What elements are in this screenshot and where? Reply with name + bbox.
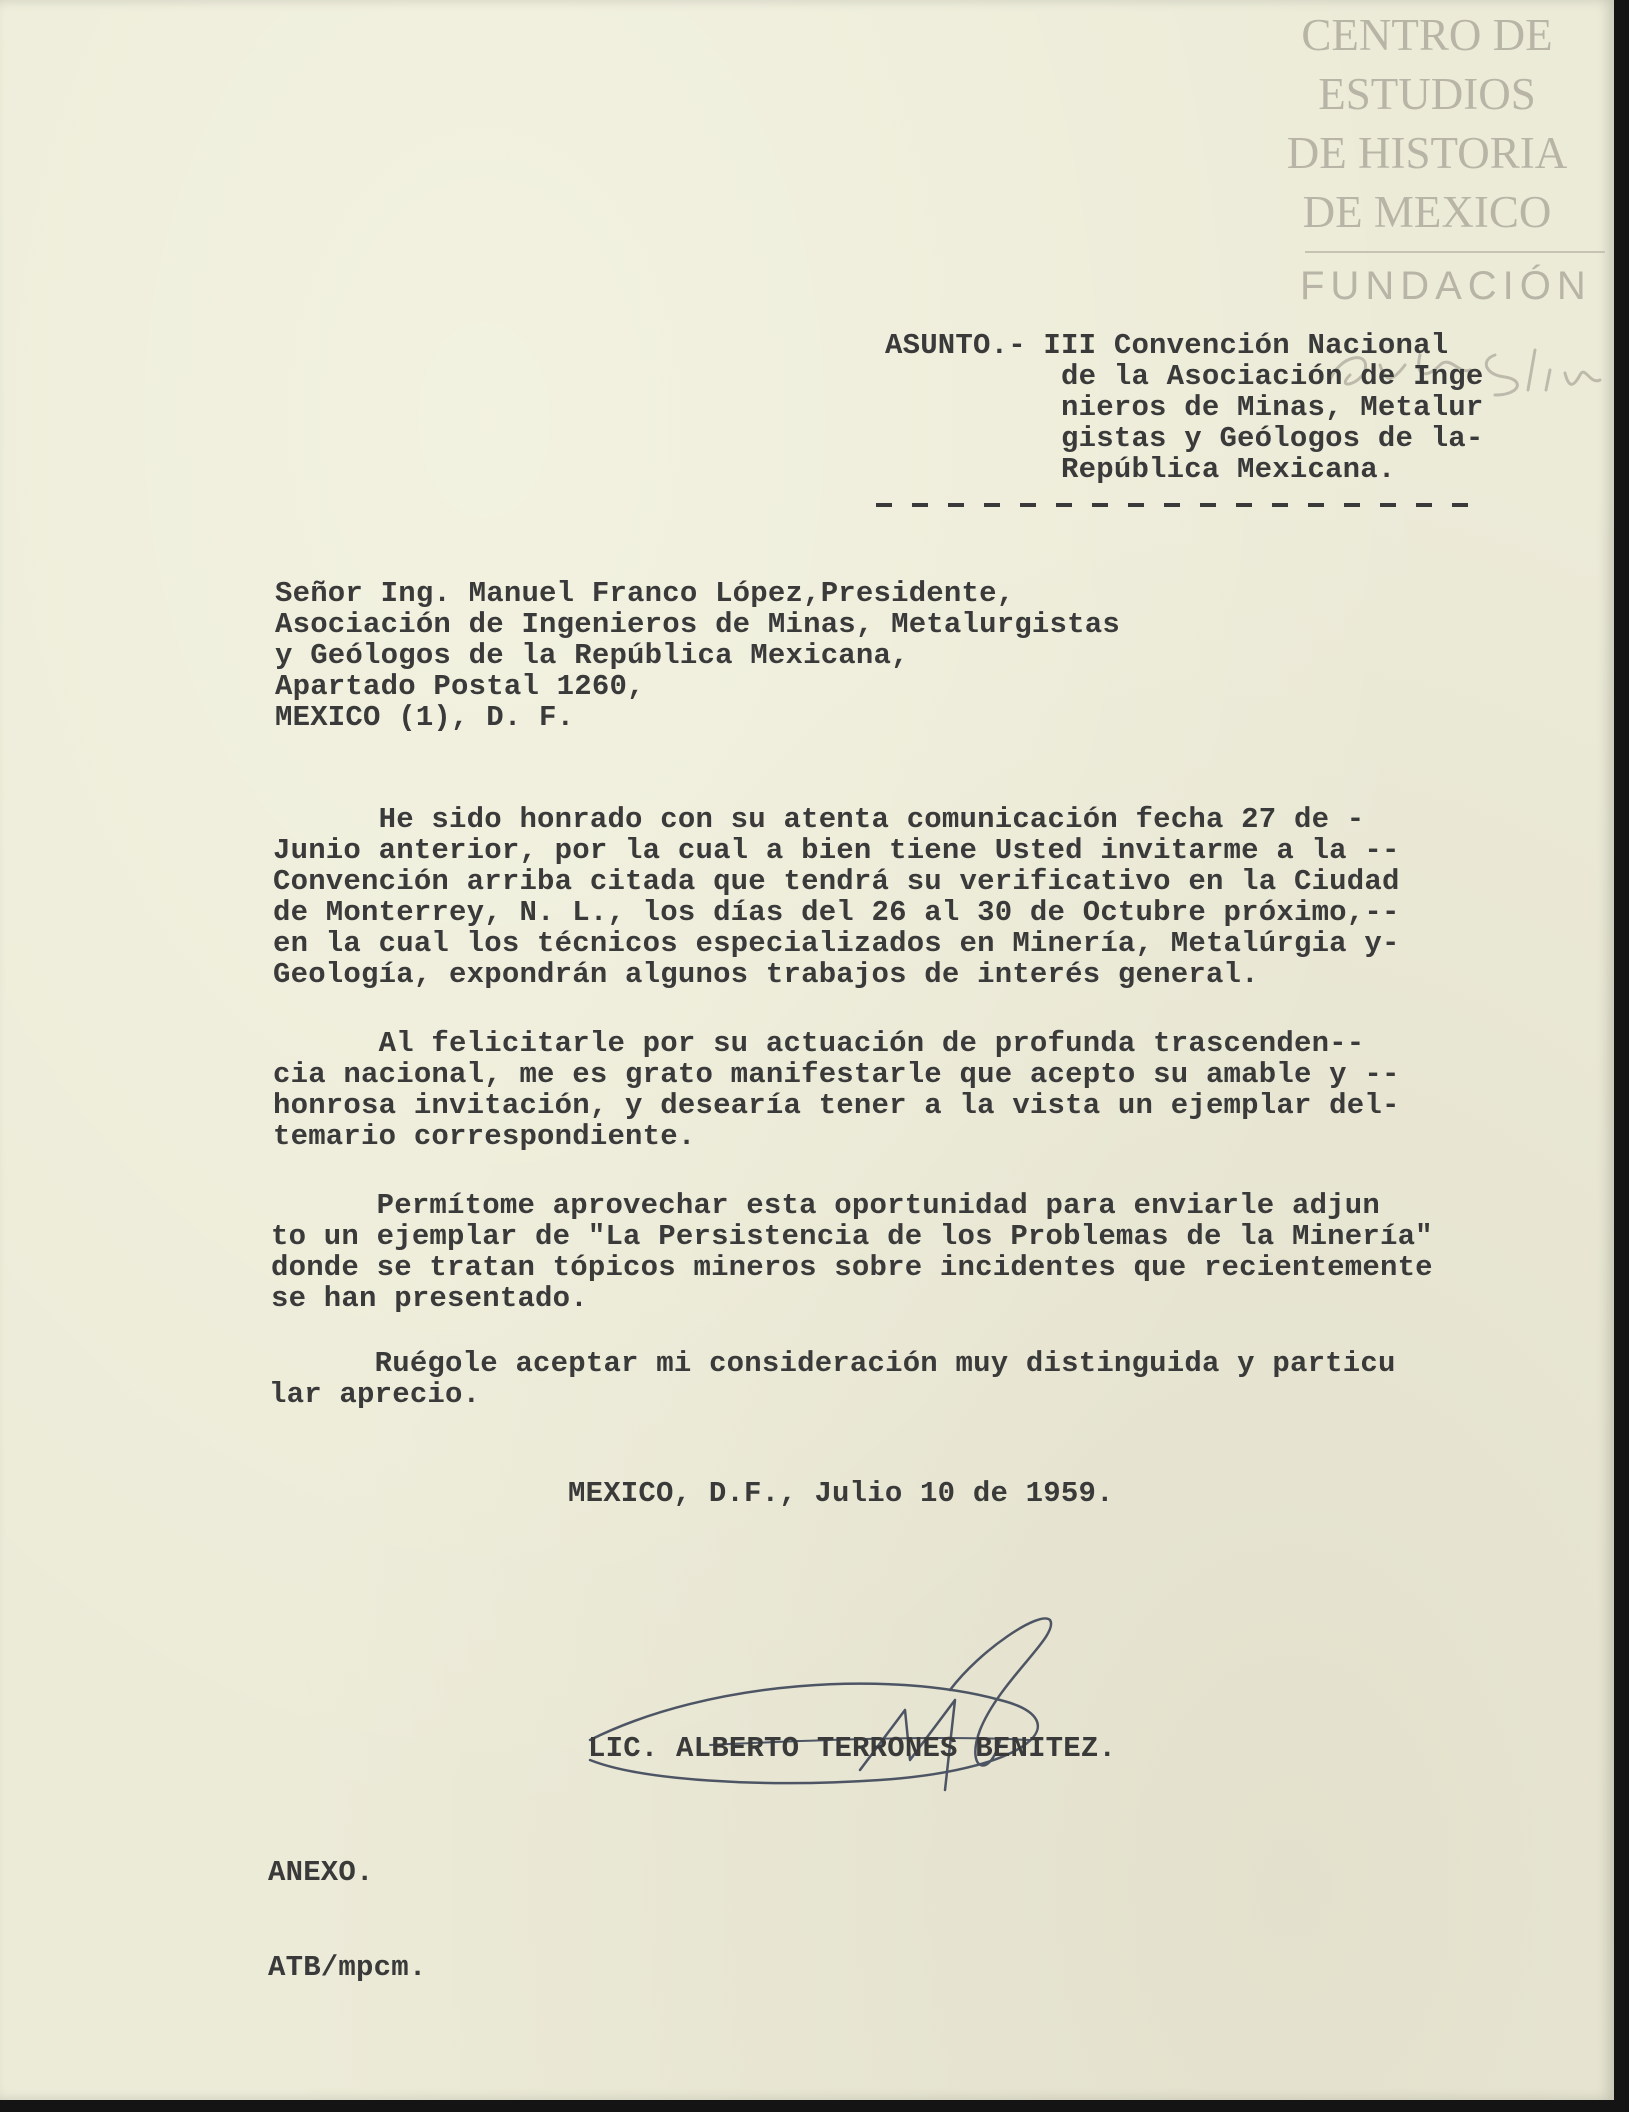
body-line: se han presentado. xyxy=(271,1282,588,1315)
body-line: Ruégole aceptar mi consideración muy distinguida y particu xyxy=(269,1347,1396,1380)
body-paragraph-4 xyxy=(269,1348,1396,1410)
body-line: donde se tratan tópicos mineros sobre incidentes que recientemente xyxy=(271,1251,1433,1284)
stamp-line: ESTUDIOS xyxy=(1318,69,1536,119)
recipient-line: Señor Ing. Manuel Franco López,Presidente, xyxy=(275,577,1015,610)
body-line: Junio anterior, por la cual a bien tiene Usted invitarme a la -- xyxy=(273,834,1400,867)
body-line: de Monterrey, N. L., los días del 26 al 30 de Octubre próximo,-- xyxy=(273,896,1400,929)
body-line: He sido honrado con su atenta comunicación fecha 27 de - xyxy=(273,803,1365,836)
stamp-foundation-label: FUNDACIÓN xyxy=(1300,264,1592,308)
body-paragraph-2 xyxy=(273,1028,1400,1152)
stamp-line: DE MEXICO xyxy=(1302,187,1552,237)
annex-label: ANEXO. xyxy=(268,1856,374,1889)
recipient-line: y Geólogos de la República Mexicana, xyxy=(275,639,909,672)
handwritten-signature xyxy=(560,1590,1120,1820)
typist-initials: ATB/mpcm. xyxy=(268,1951,427,1984)
body-line: en la cual los técnicos especializados en Minería, Metalúrgia y- xyxy=(273,927,1400,960)
recipient-line: Apartado Postal 1260, xyxy=(275,670,645,703)
subject-block xyxy=(885,330,1484,485)
body-line: lar aprecio. xyxy=(269,1378,481,1411)
archive-stamp xyxy=(1262,6,1592,242)
recipient-block xyxy=(275,578,1120,733)
stamp-line: DE HISTORIA xyxy=(1286,128,1568,178)
body-line: cia nacional, me es grato manifestarle que acepto su amable y -- xyxy=(273,1058,1400,1091)
subject-line: gistas y Geólogos de la- xyxy=(885,422,1484,455)
subject-line: de la Asociación de Inge xyxy=(885,360,1484,393)
subject-line: República Mexicana. xyxy=(885,453,1396,486)
body-line: honrosa invitación, y desearía tener a la vista un ejemplar del- xyxy=(273,1089,1400,1122)
body-line: Convención arriba citada que tendrá su verificativo en la Ciudad xyxy=(273,865,1400,898)
body-line: Al felicitarle por su actuación de profunda trascenden-- xyxy=(273,1027,1365,1060)
body-paragraph-3 xyxy=(271,1190,1433,1314)
subject-line: nieros de Minas, Metalur xyxy=(885,391,1484,424)
body-line: Permítome aprovechar esta oportunidad para enviarle adjun xyxy=(271,1189,1380,1222)
signer-name: LIC. ALBERTO TERRONES BENITEZ. xyxy=(588,1732,1117,1765)
letter-date: MEXICO, D.F., Julio 10 de 1959. xyxy=(568,1477,1114,1510)
body-paragraph-1 xyxy=(273,804,1400,990)
body-line: Geología, expondrán algunos trabajos de interés general. xyxy=(273,958,1259,991)
recipient-line: Asociación de Ingenieros de Minas, Metalurgistas xyxy=(275,608,1120,641)
stamp-line: CENTRO DE xyxy=(1301,10,1553,60)
body-line: temario correspondiente. xyxy=(273,1120,696,1153)
stamp-divider xyxy=(1305,251,1605,253)
body-line: to un ejemplar de "La Persistencia de los Problemas de la Minería" xyxy=(271,1220,1433,1253)
recipient-line: MEXICO (1), D. F. xyxy=(275,701,575,734)
dashed-divider xyxy=(876,503,1484,507)
subject-line: ASUNTO.- III Convención Nacional xyxy=(885,329,1449,362)
